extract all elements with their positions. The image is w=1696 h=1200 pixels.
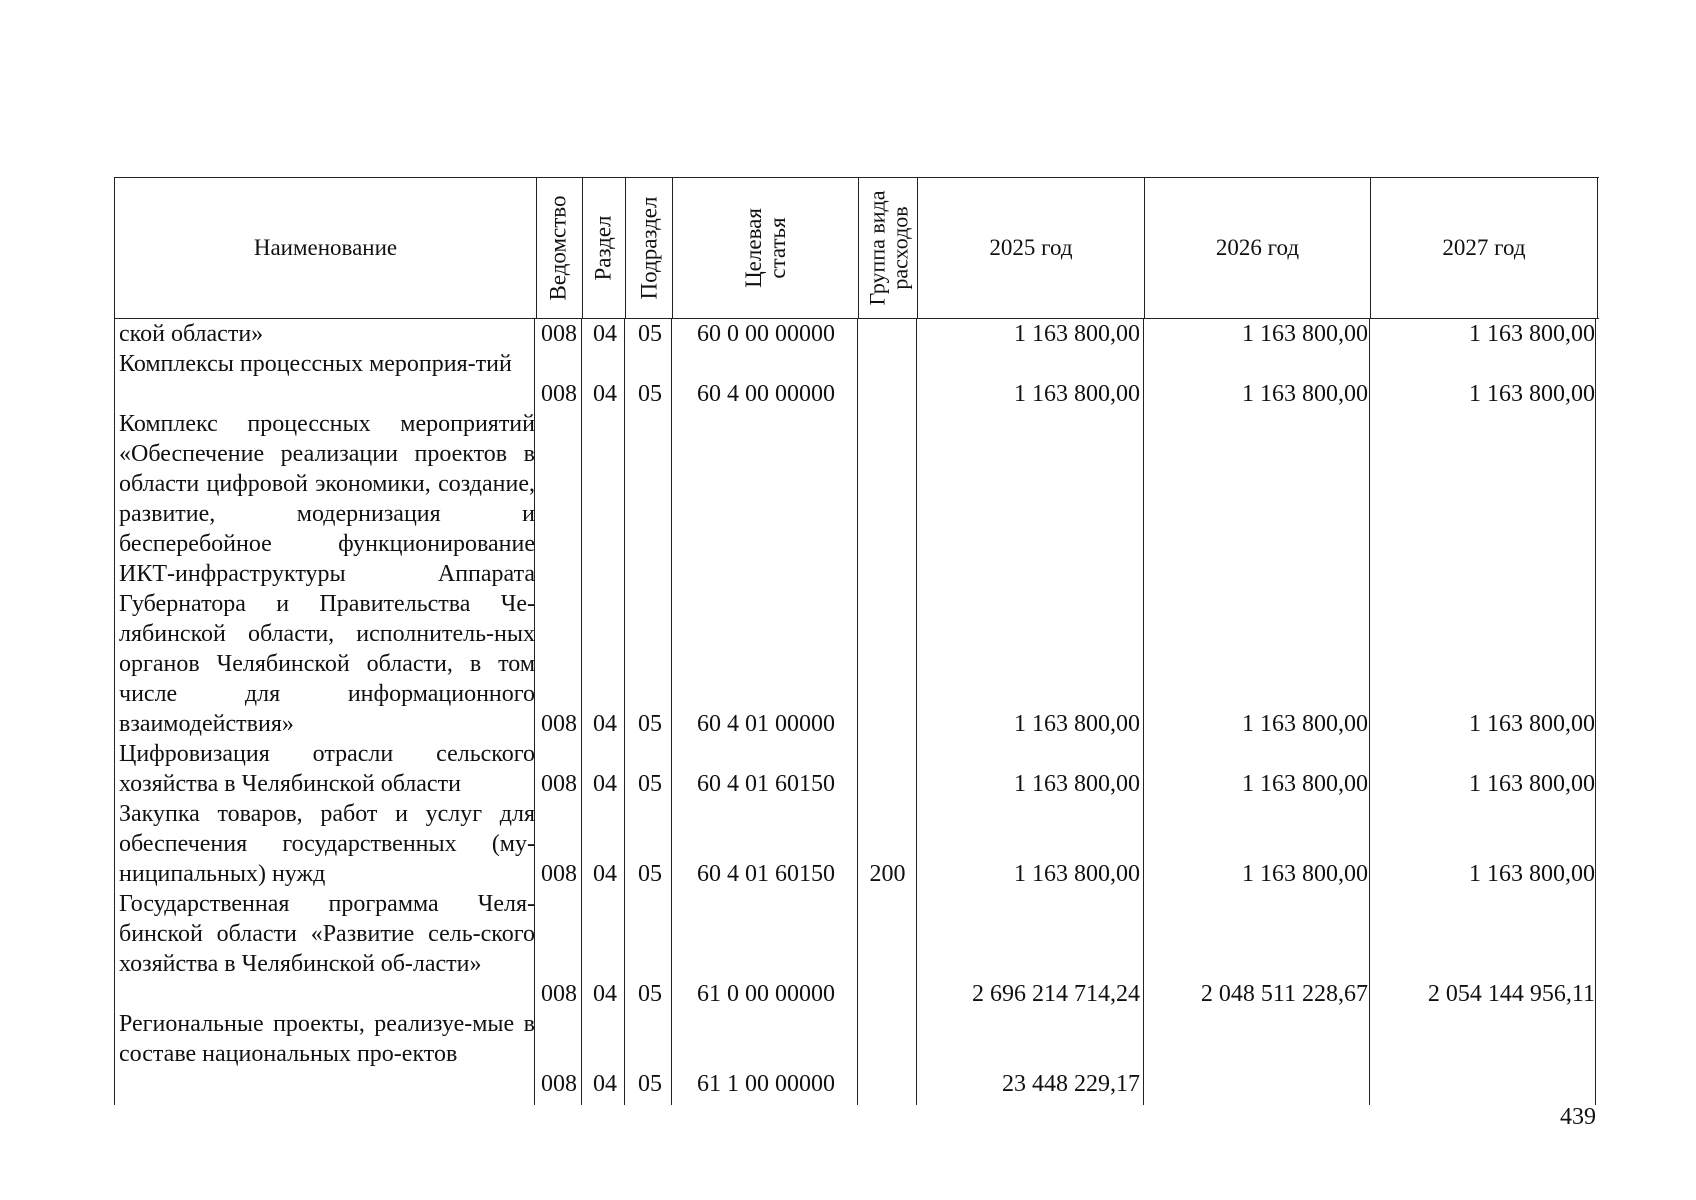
header-2027-label: 2027 год <box>1442 235 1526 260</box>
budget-table <box>114 177 1599 1105</box>
cell-2027: 1 163 800,00 <box>1469 861 1595 887</box>
cell-celevaya: 60 4 01 60150 <box>697 771 835 797</box>
cell-razdel: 04 <box>593 711 617 737</box>
row-name: Комплексы процессных мероприя-тий <box>119 351 512 377</box>
header-gruppa-line2: расходов <box>887 206 913 290</box>
table-body <box>115 319 1599 1105</box>
cell-celevaya: 60 4 00 00000 <box>697 381 835 407</box>
header-vedomstvo <box>536 178 583 318</box>
cell-razdel: 04 <box>593 981 617 1007</box>
cell-vedomstvo: 008 <box>541 861 577 887</box>
cell-razdel: 04 <box>593 771 617 797</box>
cell-2025: 23 448 229,17 <box>1002 1071 1140 1097</box>
column-divider <box>916 319 917 1105</box>
cell-2026: 1 163 800,00 <box>1242 381 1368 407</box>
cell-2025: 2 696 214 714,24 <box>972 981 1140 1007</box>
cell-2027: 1 163 800,00 <box>1469 321 1595 347</box>
cell-2025: 1 163 800,00 <box>1014 381 1140 407</box>
cell-2025: 1 163 800,00 <box>1014 861 1140 887</box>
cell-2027: 1 163 800,00 <box>1469 381 1595 407</box>
cell-2026: 1 163 800,00 <box>1242 771 1368 797</box>
cell-2026: 1 163 800,00 <box>1242 861 1368 887</box>
cell-2027: 1 163 800,00 <box>1469 711 1595 737</box>
header-2025 <box>918 178 1145 318</box>
cell-2026: 1 163 800,00 <box>1242 321 1368 347</box>
cell-gruppa: 200 <box>869 861 906 887</box>
cell-vedomstvo: 008 <box>541 1071 577 1097</box>
column-divider <box>1595 319 1596 1105</box>
cell-razdel: 04 <box>593 1071 617 1097</box>
header-2026 <box>1145 178 1371 318</box>
cell-podrazdel: 05 <box>638 711 662 737</box>
cell-2026: 1 163 800,00 <box>1242 711 1368 737</box>
cell-podrazdel: 05 <box>638 1071 662 1097</box>
header-2025-label: 2025 год <box>989 235 1073 260</box>
header-name-label: Наименование <box>253 235 398 260</box>
row-name: Комплекс процессных мероприятий «Обеспечение реализации проектов в области цифровой экономики, создание, развитие, модернизация и бесперебойное функционирование ИКТ-инфраструктуры Аппарата Губернатора и Правительства Че-лябинской области, исполнитель-ных органов Челябинской области, в том числе для информационного взаимодействия» <box>119 411 535 737</box>
cell-vedomstvo: 008 <box>541 321 577 347</box>
row-name: ской области» <box>119 321 264 347</box>
cell-2026: 2 048 511 228,67 <box>1200 981 1368 1007</box>
cell-celevaya: 61 0 00 00000 <box>697 981 835 1007</box>
header-razdel <box>583 178 626 318</box>
header-vedomstvo-label: Ведомство <box>546 195 571 301</box>
cell-podrazdel: 05 <box>638 321 662 347</box>
cell-2025: 1 163 800,00 <box>1014 711 1140 737</box>
column-divider <box>1143 319 1144 1105</box>
cell-podrazdel: 05 <box>638 981 662 1007</box>
column-divider <box>1369 319 1370 1105</box>
header-gruppa <box>859 178 918 318</box>
cell-podrazdel: 05 <box>638 861 662 887</box>
row-name: Закупка товаров, работ и услуг для обеспечения государственных (му-ниципальных) нужд <box>119 801 535 887</box>
cell-razdel: 04 <box>593 861 617 887</box>
cell-2027: 2 054 144 956,11 <box>1427 981 1595 1007</box>
cell-celevaya: 61 1 00 00000 <box>697 1071 835 1097</box>
cell-podrazdel: 05 <box>638 771 662 797</box>
cell-vedomstvo: 008 <box>541 981 577 1007</box>
cell-vedomstvo: 008 <box>541 771 577 797</box>
cell-vedomstvo: 008 <box>541 711 577 737</box>
header-podrazdel-label: Подраздел <box>636 196 662 300</box>
header-gruppa-line1: Группа вида <box>864 190 890 306</box>
page-number: 439 <box>1560 1104 1596 1130</box>
table-header <box>115 178 1599 319</box>
cell-celevaya: 60 4 01 00000 <box>697 711 835 737</box>
header-celevaya-line2: статья <box>764 217 790 279</box>
cell-celevaya: 60 0 00 00000 <box>697 321 835 347</box>
header-2027 <box>1371 178 1598 318</box>
row-name: Цифровизация отрасли сельского хозяйства в Челябинской области <box>119 741 535 797</box>
header-gruppa-label <box>865 191 911 306</box>
cell-2027: 1 163 800,00 <box>1469 771 1595 797</box>
cell-celevaya: 60 4 01 60150 <box>697 861 835 887</box>
header-celevaya-line1: Целевая <box>740 208 766 288</box>
header-razdel-label: Раздел <box>591 215 616 281</box>
header-name <box>115 178 537 318</box>
header-celevaya <box>673 178 859 318</box>
cell-2025: 1 163 800,00 <box>1014 321 1140 347</box>
cell-vedomstvo: 008 <box>541 381 577 407</box>
cell-razdel: 04 <box>593 321 617 347</box>
header-celevaya-label <box>741 208 789 288</box>
row-name: Региональные проекты, реализуе-мые в составе национальных про-ектов <box>119 1011 535 1067</box>
column-divider <box>857 319 858 1105</box>
header-2026-label: 2026 год <box>1215 235 1300 260</box>
row-name: Государственная программа Челя-бинской области «Развитие сель-ского хозяйства в Челябинской об-ласти» <box>119 891 535 977</box>
cell-2025: 1 163 800,00 <box>1014 771 1140 797</box>
header-podrazdel <box>626 178 673 318</box>
cell-podrazdel: 05 <box>638 381 662 407</box>
cell-razdel: 04 <box>593 381 617 407</box>
